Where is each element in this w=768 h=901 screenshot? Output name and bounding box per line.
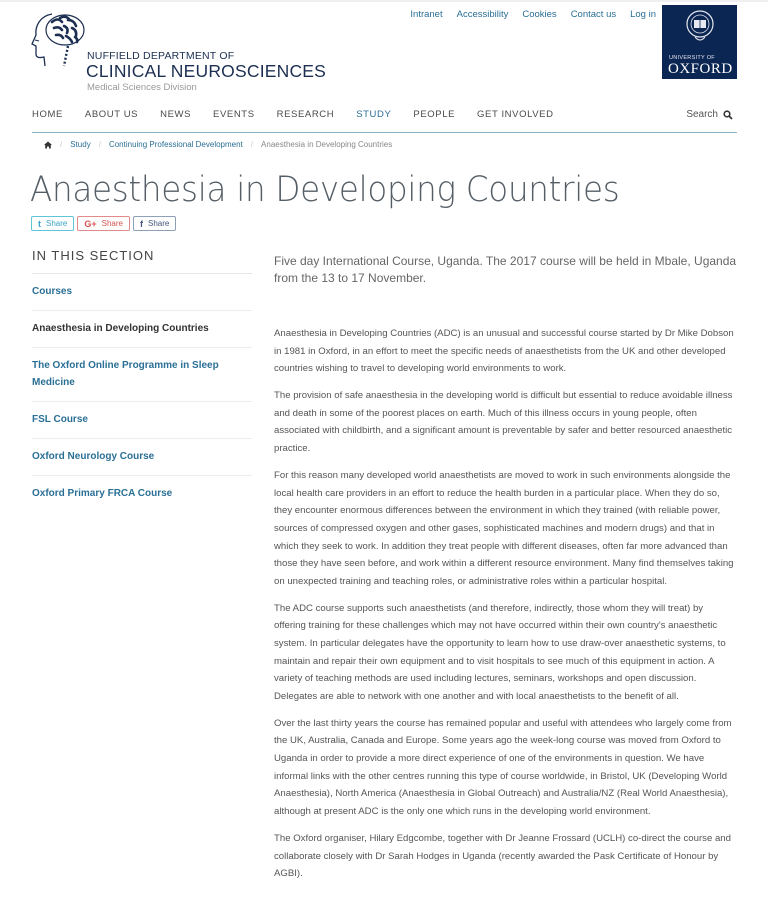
- google-plus-share-button[interactable]: [77, 216, 130, 231]
- breadcrumb-study[interactable]: Study: [70, 140, 91, 149]
- twitter-share-label: Share: [46, 219, 68, 228]
- top-border: [0, 0, 768, 2]
- nav-research[interactable]: RESEARCH: [276, 109, 335, 120]
- body-paragraph: Over the last thirty years the course has remained popular and useful with attendees who largely come from the UK, Australia, Canada and Europe. Some years ago the week-long course was moved from Oxford to Uganda in order to provide a more direct experience of one of the environments in question. We have informal links with the other centres running this type of course worldwide, in Bristol, UK (Developing World Anaesthesia), North America (Anaesthesia in Global Outreach) and Australia/NZ (Real World Anaesthesia), although at present ADC is the only one which runs in the developing world environment.: [274, 717, 732, 817]
- utility-nav: [410, 9, 656, 20]
- nav-study[interactable]: STUDY: [356, 109, 392, 120]
- body-paragraph: For this reason many developed world anaesthetists are moved to work in such environments alongside the local health care providers in an effort to reduce the health burden in a particular place. When they do so, they encounter enormous differences between the environment in which they trained (with reliable power, sources of compressed oxygen and other gases, sophisticated machines and modern drugs) and that in which they seek to work. In addition they treat people with different diseases, often far more advanced than those they have seen before, and work within a different resource environment. Many find themselves taking on unexpected training and teaching roles, or administrative roles within a particular hospital.: [274, 470, 734, 587]
- sidebar-item-courses[interactable]: Courses: [32, 274, 252, 311]
- nav-about-us[interactable]: ABOUT US: [84, 109, 139, 120]
- sidebar-item-oxford-primary-frca-course[interactable]: Oxford Primary FRCA Course: [32, 488, 173, 499]
- breadcrumb-separator: /: [98, 140, 101, 149]
- university-of-label: UNIVERSITY OF: [669, 55, 715, 61]
- sidebar-item-oxford-online-sleep-medicine[interactable]: The Oxford Online Programme in Sleep Medicine: [32, 348, 252, 402]
- oxford-crest-icon: [685, 9, 715, 49]
- twitter-share-button[interactable]: [31, 216, 74, 231]
- breadcrumb-continuing-professional-development[interactable]: Continuing Professional Development: [108, 140, 243, 149]
- search-icon: [723, 110, 733, 120]
- division-name: Medical Sciences Division: [87, 82, 197, 93]
- facebook-share-label: Share: [147, 219, 170, 228]
- body-paragraph: Anaesthesia in Developing Countries (ADC) is an unusual and successful course started by Dr Mike Dobson in 1981 in Oxford, in an effort to meet the specific needs of anaesthetists from the UK and other developed countries wishing to travel to developing world environments to work.: [274, 328, 734, 375]
- body-paragraph: The provision of safe anaesthesia in the developing world is difficult but essential to reduce avoidable illness and death in some of the poorest places on earth. Much of this illness occurs in young people, often associated with childbirth, and a significant amount is preventable by safer and better resourced anaesthetic practice.: [274, 390, 733, 455]
- sidebar-item-oxford-neurology-course[interactable]: Oxford Neurology Course: [32, 439, 252, 476]
- brain-head-icon: [30, 10, 88, 74]
- contact-us-link[interactable]: Contact us: [570, 9, 617, 20]
- main-nav: [32, 109, 737, 133]
- intranet-link[interactable]: Intranet: [410, 9, 443, 20]
- accessibility-link[interactable]: Accessibility: [456, 9, 509, 20]
- nav-get-involved[interactable]: GET INVOLVED: [477, 109, 554, 120]
- search-label: Search: [686, 109, 718, 120]
- main-content: [274, 253, 737, 892]
- cookies-link[interactable]: Cookies: [522, 9, 557, 20]
- body-paragraph: The ADC course supports such anaesthetists (and therefore, indirectly, those whom they will treat) by offering training for these challenges which may not have occurred within their own country's anaesthetic system. In particular delegates have the opportunity to learn how to use draw-over anaesthetic systems, to maintain and repair their own equipment and to visit hospitals to see much of this equipment in action. A variety of teaching methods are used including lectures, seminars, workshops and open discussion. Delegates are able to network with one another and with local anaesthetists to the benefit of all.: [274, 602, 726, 702]
- home-icon[interactable]: [44, 141, 52, 149]
- nav-news[interactable]: NEWS: [160, 109, 192, 120]
- department-prefix: NUFFIELD DEPARTMENT OF: [87, 50, 235, 62]
- nav-people[interactable]: PEOPLE: [413, 109, 456, 120]
- body-paragraph: The Oxford organiser, Hilary Edgcombe, together with Dr Jeanne Frossard (UCLH) co-direct the course and collaborate closely with Dr Sarah Hodges in Uganda (recently awarded the Pask Certificate of Honour by AGBI).: [274, 832, 731, 880]
- search-button[interactable]: [686, 109, 733, 120]
- facebook-share-button[interactable]: [133, 216, 176, 231]
- section-sidebar: [32, 248, 252, 512]
- twitter-icon: t: [38, 218, 41, 229]
- lead-paragraph: Five day International Course, Uganda. The 2017 course will be held in Mbale, Uganda from the 13 to 17 November.: [274, 254, 737, 285]
- sidebar-item-anaesthesia-in-developing-countries[interactable]: Anaesthesia in Developing Countries: [32, 311, 252, 348]
- breadcrumb-separator: /: [250, 140, 254, 149]
- department-logo[interactable]: [30, 10, 327, 93]
- sidebar-title: IN THIS SECTION: [32, 248, 252, 274]
- log-in-link[interactable]: Log in: [630, 9, 656, 20]
- university-of-oxford-logo[interactable]: [662, 5, 737, 79]
- nav-events[interactable]: EVENTS: [213, 109, 255, 120]
- nav-home[interactable]: HOME: [32, 109, 63, 120]
- sidebar-item-fsl-course[interactable]: FSL Course: [32, 402, 252, 439]
- breadcrumb: [44, 140, 392, 149]
- google-plus-icon: G+: [84, 218, 97, 229]
- page-title: Anaesthesia in Developing Countries: [30, 170, 620, 210]
- google-share-label: Share: [101, 219, 123, 228]
- share-buttons: [31, 216, 176, 231]
- oxford-label: OXFORD: [668, 61, 733, 77]
- facebook-icon: f: [139, 218, 143, 229]
- breadcrumb-separator: /: [60, 140, 63, 149]
- department-name: CLINICAL NEUROSCIENCES: [86, 61, 327, 81]
- breadcrumb-current: Anaesthesia in Developing Countries: [261, 140, 393, 149]
